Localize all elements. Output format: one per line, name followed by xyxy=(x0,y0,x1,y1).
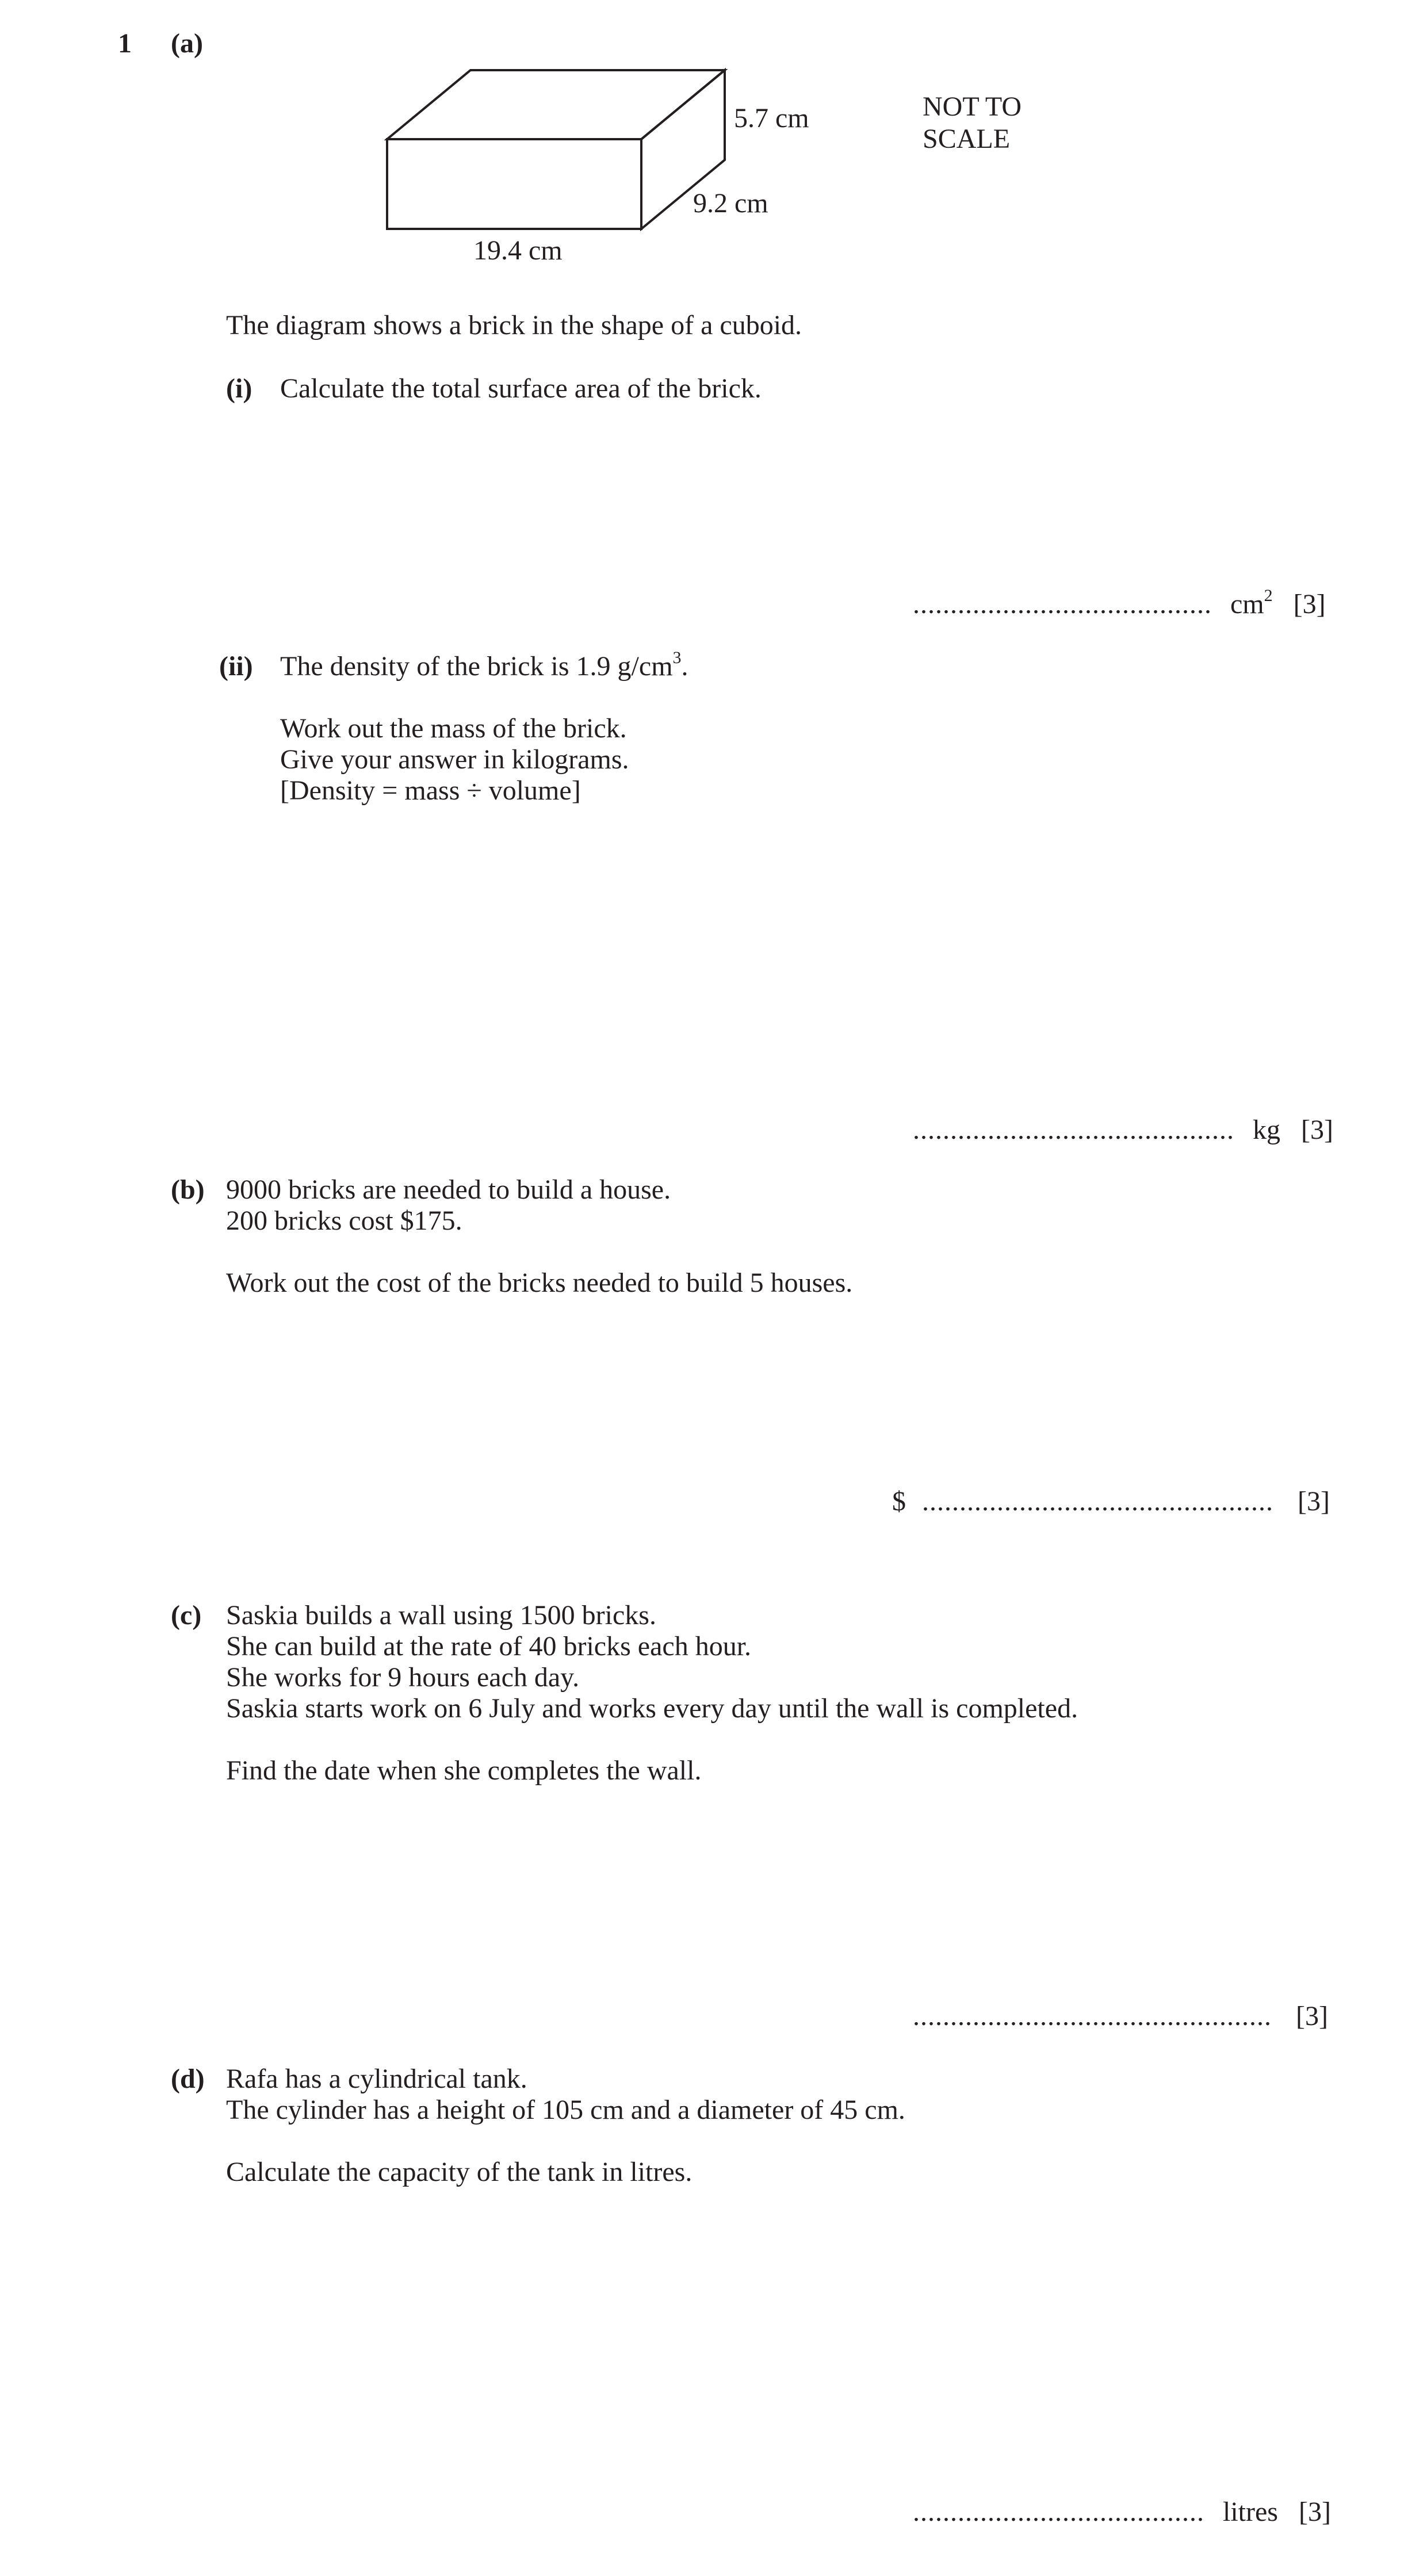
answer-line-cost[interactable] xyxy=(892,1488,1330,1515)
unit-superscript: 2 xyxy=(1264,586,1273,605)
part-c-line4: Saskia starts work on 6 July and works every day until the wall is completed. xyxy=(226,1693,1078,1724)
marks: [3] xyxy=(1301,1115,1333,1145)
part-d-question: Calculate the capacity of the tank in litres. xyxy=(226,2157,693,2187)
part-d-line2: The cylinder has a height of 105 cm and a diameter of 45 cm. xyxy=(226,2095,905,2125)
part-c-label: (c) xyxy=(171,1600,202,1630)
part-c-line3: She works for 9 hours each day. xyxy=(226,1662,580,1693)
currency-symbol: $ xyxy=(892,1486,906,1517)
density-text: The density of the brick is 1.9 g/cm xyxy=(280,651,673,682)
marks: [3] xyxy=(1293,589,1326,619)
length-dimension-label: 19.4 cm xyxy=(473,235,563,266)
part-b-line2: 200 bricks cost $175. xyxy=(226,1205,462,1236)
unit-text: cm xyxy=(1230,589,1264,619)
part-c-line1: Saskia builds a wall using 1500 bricks. xyxy=(226,1600,656,1630)
question-number: 1 xyxy=(118,28,132,59)
not-to-scale-line1: NOT TO xyxy=(923,91,1022,122)
part-d-label: (d) xyxy=(171,2064,205,2094)
density-superscript: 3 xyxy=(672,648,682,667)
marks: [3] xyxy=(1298,1486,1330,1517)
part-c-question: Find the date when she completes the wall. xyxy=(226,1755,702,1786)
marks: [3] xyxy=(1298,2497,1331,2527)
answer-line-mass[interactable] xyxy=(913,1116,1333,1144)
answer-line-date[interactable] xyxy=(913,2003,1328,2030)
answer-line-surface-area[interactable] xyxy=(913,586,1326,619)
height-dimension-label: 5.7 cm xyxy=(734,103,809,133)
not-to-scale-line2: SCALE xyxy=(923,124,1011,154)
part-b-question: Work out the cost of the bricks needed to build 5 houses. xyxy=(226,1268,853,1298)
sub-i-label: (i) xyxy=(226,373,253,404)
unit-cm-squared xyxy=(1230,586,1273,619)
answer-dots: ............................................... xyxy=(922,1486,1273,1517)
density-period: . xyxy=(681,651,688,682)
unit-litres: litres xyxy=(1223,2497,1278,2527)
answer-dots: ........................................... xyxy=(913,1115,1234,1145)
part-b-line1: 9000 bricks are needed to build a house. xyxy=(226,1174,671,1205)
cuboid-top-face xyxy=(387,70,725,139)
cuboid-front-face xyxy=(387,139,641,229)
part-b-label: (b) xyxy=(171,1174,205,1205)
unit-kg: kg xyxy=(1253,1115,1280,1145)
sub-ii-line3: Give your answer in kilograms. xyxy=(280,744,629,775)
sub-ii-label: (ii) xyxy=(219,651,253,682)
part-a-intro: The diagram shows a brick in the shape of a cuboid. xyxy=(226,310,802,340)
sub-ii-line2: Work out the mass of the brick. xyxy=(280,713,627,744)
part-a-label: (a) xyxy=(171,28,203,59)
depth-dimension-label: 9.2 cm xyxy=(693,188,768,219)
answer-dots: ................................................ xyxy=(913,2001,1272,2031)
marks: [3] xyxy=(1296,2001,1328,2031)
answer-dots: ........................................ xyxy=(913,589,1212,619)
sub-ii-formula: [Density = mass ÷ volume] xyxy=(280,775,581,806)
sub-i-question: Calculate the total surface area of the brick. xyxy=(280,373,762,404)
part-c-line2: She can build at the rate of 40 bricks each hour. xyxy=(226,1631,752,1662)
cuboid-diagram xyxy=(0,0,1427,276)
part-d-line1: Rafa has a cylindrical tank. xyxy=(226,2064,527,2094)
answer-dots: ....................................... xyxy=(913,2497,1204,2527)
sub-ii-density-statement xyxy=(280,648,688,682)
answer-line-capacity[interactable] xyxy=(913,2498,1331,2526)
